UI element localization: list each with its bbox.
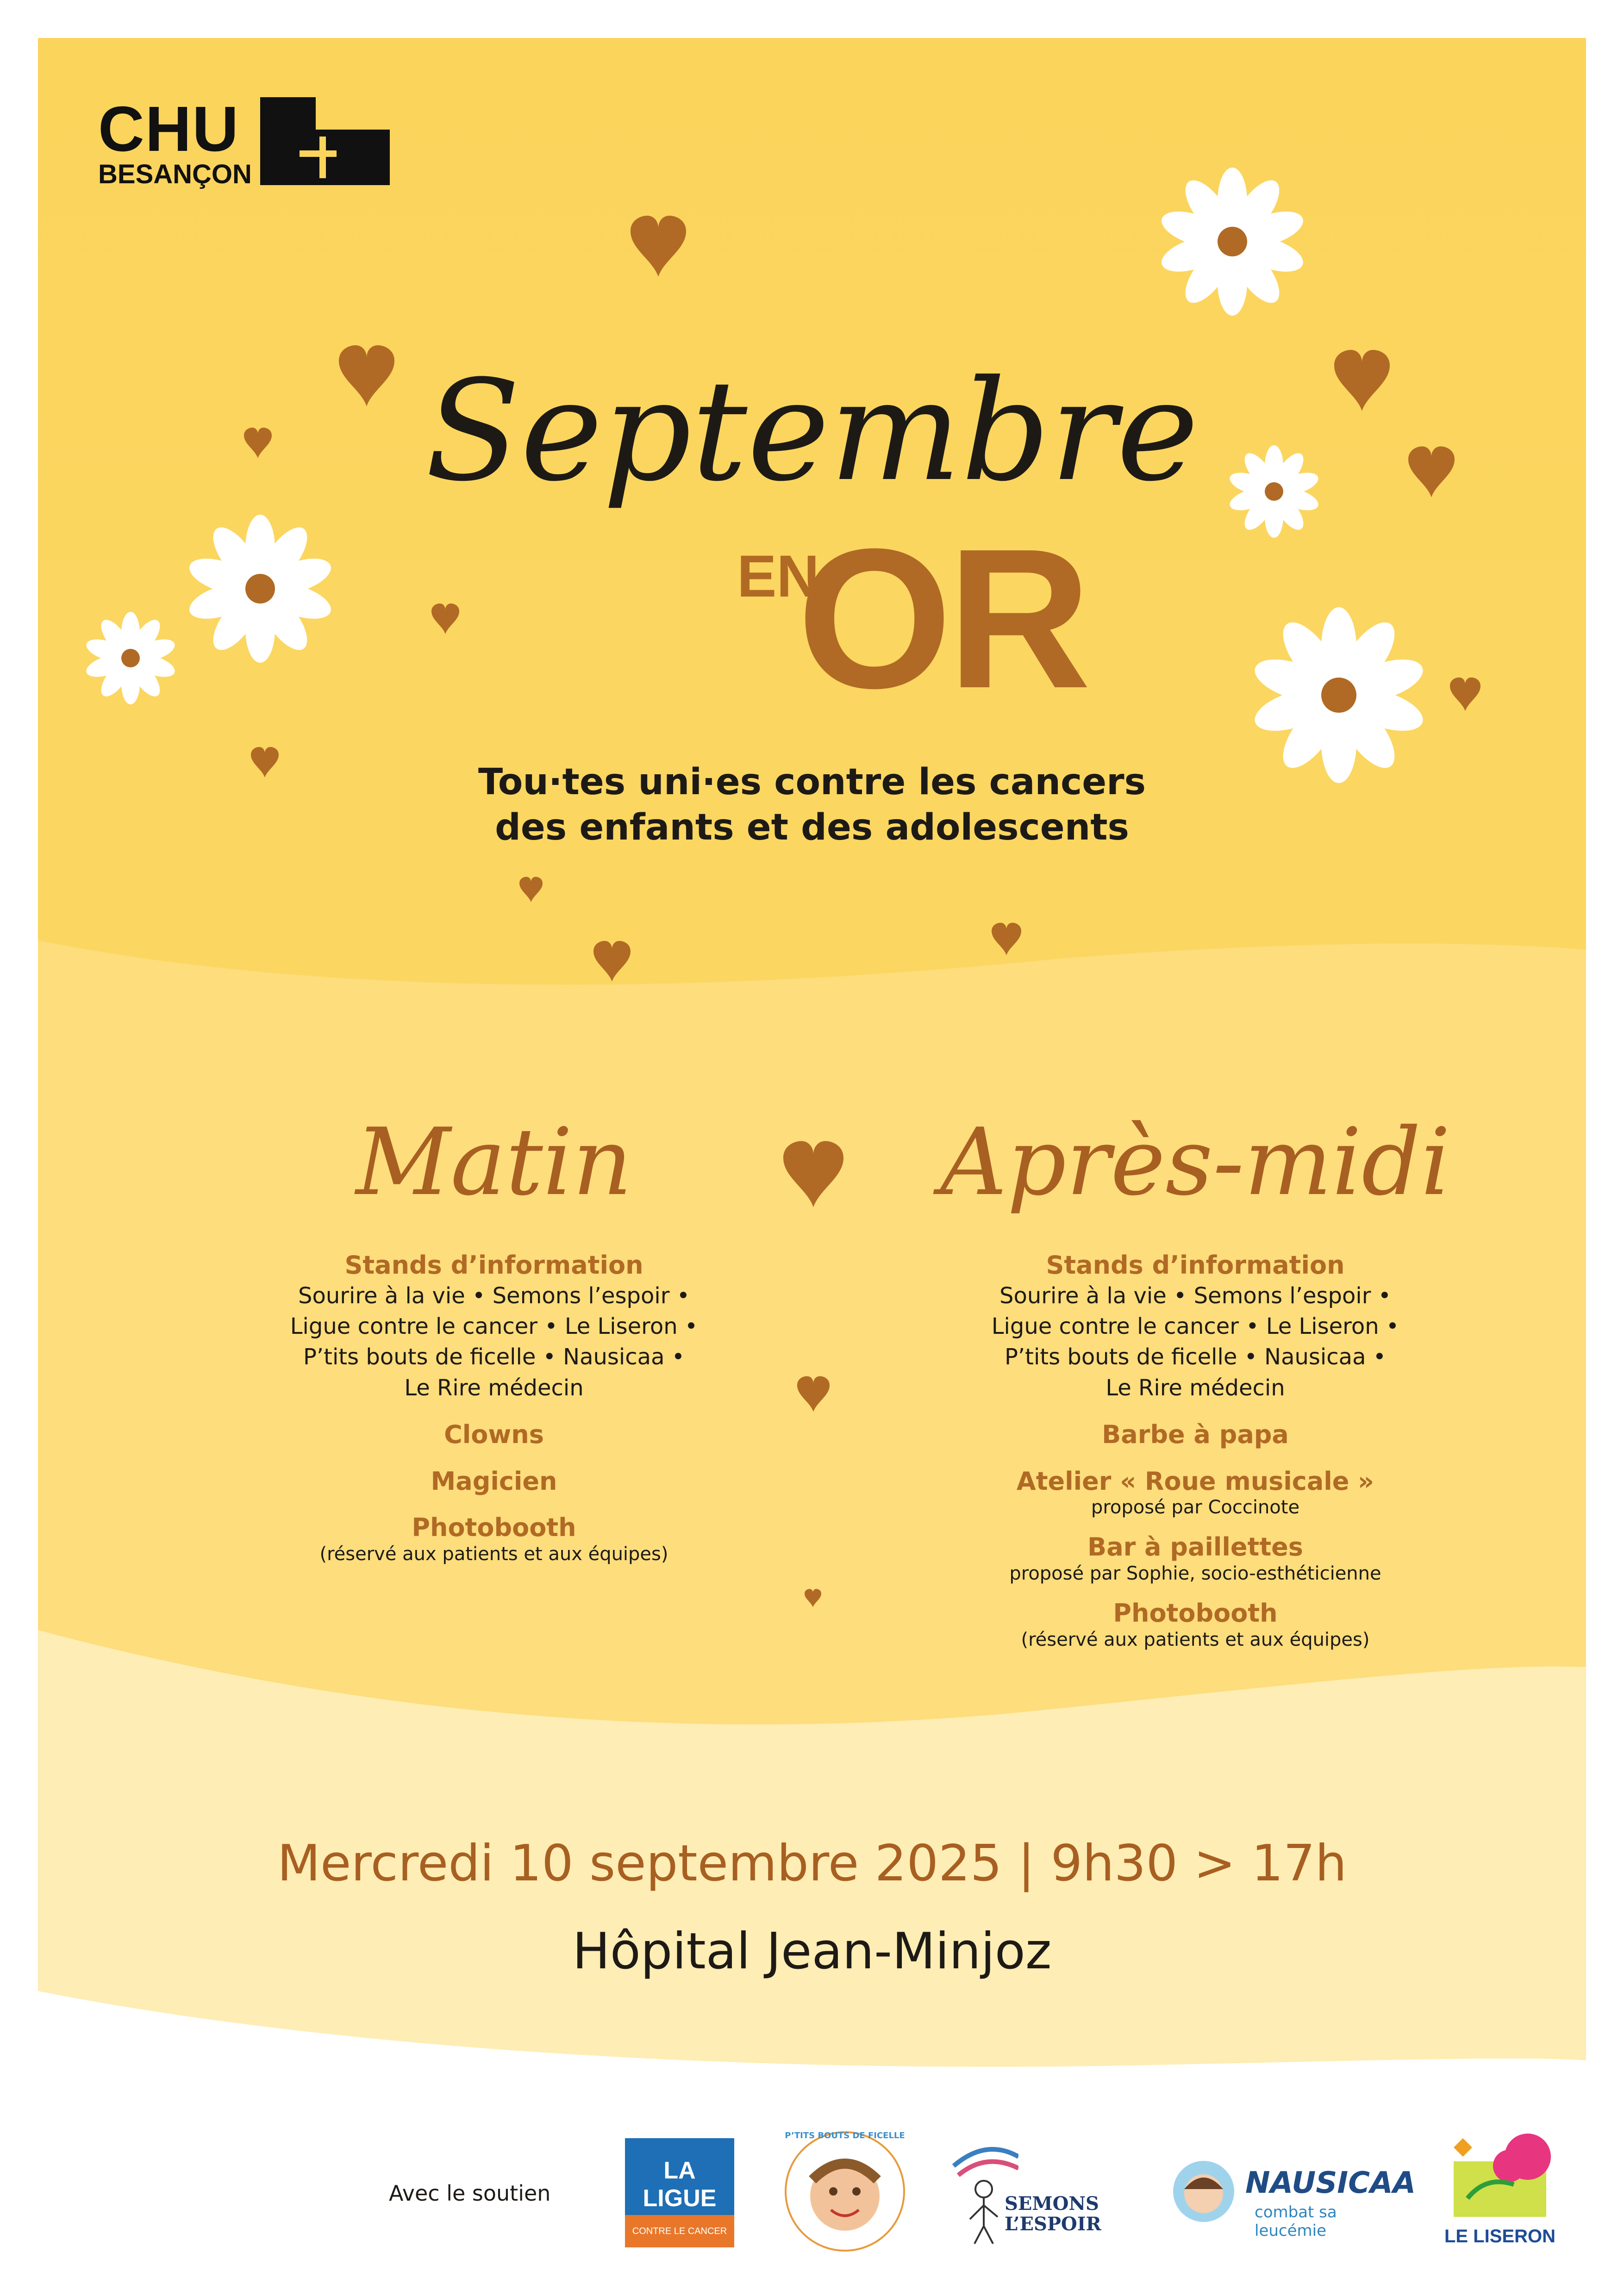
la-ligue-logo	[625, 2138, 734, 2247]
nausicaa-tagline: combat sa leucémie	[1255, 2203, 1337, 2240]
daisy-icon	[186, 515, 334, 663]
afternoon-bar: Bar à paillettes	[1087, 1532, 1303, 1562]
afternoon-stands-heading: Stands d’information	[1046, 1251, 1345, 1280]
subtitle-line-1: Tou·tes uni·es contre les cancers	[478, 761, 1146, 803]
morning-magicien: Magicien	[431, 1466, 557, 1496]
heart-icon	[431, 603, 459, 635]
semons-line-2: L’ESPOIR	[1005, 2213, 1101, 2235]
heart-icon	[805, 1588, 821, 1608]
afternoon-barbe: Barbe à papa	[1102, 1419, 1289, 1449]
stands-line: Ligue contre le cancer • Le Liseron •	[290, 1313, 698, 1340]
semons-lespoir-logo	[949, 2138, 1101, 2254]
heart-icon	[631, 214, 686, 279]
nausicaa-child-icon	[1171, 2157, 1236, 2226]
afternoon-title: Après-midi	[940, 1108, 1451, 1216]
bottom-white-band	[38, 1991, 1586, 2085]
stands-line: Sourire à la vie • Semons l’espoir •	[999, 1282, 1391, 1309]
stands-line: Ligue contre le cancer • Le Liseron •	[991, 1313, 1399, 1340]
subtitle	[38, 760, 1586, 850]
stands-line: P’tits bouts de ficelle • Nausicaa •	[303, 1344, 685, 1370]
title-septembre: Septembre	[425, 350, 1199, 512]
title-en: EN	[737, 543, 819, 610]
liseron-flower-icon	[1435, 2129, 1565, 2221]
afternoon-atelier-note: proposé par Coccinote	[1091, 1497, 1300, 1518]
title-or: OR	[797, 508, 1087, 730]
nausicaa-name: NAUSICAA	[1245, 2166, 1416, 2200]
heart-icon	[519, 876, 543, 903]
afternoon-stands-list	[871, 1281, 1519, 1403]
chu-logo-mark	[260, 97, 390, 185]
morning-clowns: Clowns	[444, 1419, 544, 1449]
nausicaa-logo	[1171, 2157, 1416, 2240]
stands-line: Le Rire médecin	[404, 1375, 584, 1401]
logo-subtitle: BESANÇON	[98, 159, 252, 189]
morning-photobooth: Photobooth	[412, 1513, 576, 1543]
morning-stands-list	[170, 1281, 818, 1403]
afternoon-bar-note: proposé par Sophie, socio-esthéticienne	[1009, 1563, 1381, 1585]
subtitle-line-2: des enfants et des adolescents	[495, 806, 1129, 848]
ptits-bouts-name: P’TITS BOUTS DE FICELLE	[785, 2131, 905, 2140]
morning-photobooth-note: (réservé aux patients et aux équipes)	[319, 1543, 668, 1565]
daisy-icon	[1251, 607, 1427, 783]
heart-icon	[1450, 677, 1480, 712]
afternoon-atelier: Atelier « Roue musicale »	[1016, 1466, 1374, 1496]
heart-icon	[992, 922, 1021, 956]
le-liseron-logo	[1435, 2129, 1565, 2254]
afternoon-column	[871, 1108, 1519, 1651]
support-label: Avec le soutien	[389, 2181, 551, 2206]
ptits-bouts-emblem	[782, 2129, 907, 2254]
stands-line: P’tits bouts de ficelle • Nausicaa •	[1004, 1344, 1387, 1370]
semons-line-1: SEMONS	[1005, 2193, 1099, 2215]
afternoon-photobooth: Photobooth	[1113, 1599, 1278, 1628]
ligue-name: LA LIGUE	[643, 2157, 717, 2212]
morning-title: Matin	[356, 1108, 632, 1216]
stands-line: Sourire à la vie • Semons l’espoir •	[298, 1282, 690, 1309]
chu-besancon-logo	[98, 93, 376, 236]
morning-column	[170, 1108, 818, 1565]
afternoon-photobooth-note: (réservé aux patients et aux équipes)	[1021, 1629, 1370, 1650]
stands-line: Le Rire médecin	[1106, 1375, 1285, 1401]
event-date: Mercredi 10 septembre 2025 | 9h30 > 17h	[277, 1835, 1347, 1892]
liseron-name: LE LISERON	[1444, 2226, 1556, 2246]
daisy-icon	[1158, 168, 1306, 316]
semons-text	[1005, 2194, 1101, 2234]
morning-stands-heading: Stands d’information	[344, 1251, 643, 1280]
event-venue: Hôpital Jean-Minjoz	[572, 1923, 1052, 1980]
daisy-icon	[84, 612, 177, 704]
poster	[38, 38, 1586, 2085]
ptits-bouts-de-ficelle-logo	[782, 2129, 907, 2254]
ligue-tagline: CONTRE LE CANCER	[625, 2215, 734, 2247]
heart-icon	[593, 940, 631, 982]
logo-name: CHU	[98, 93, 239, 165]
